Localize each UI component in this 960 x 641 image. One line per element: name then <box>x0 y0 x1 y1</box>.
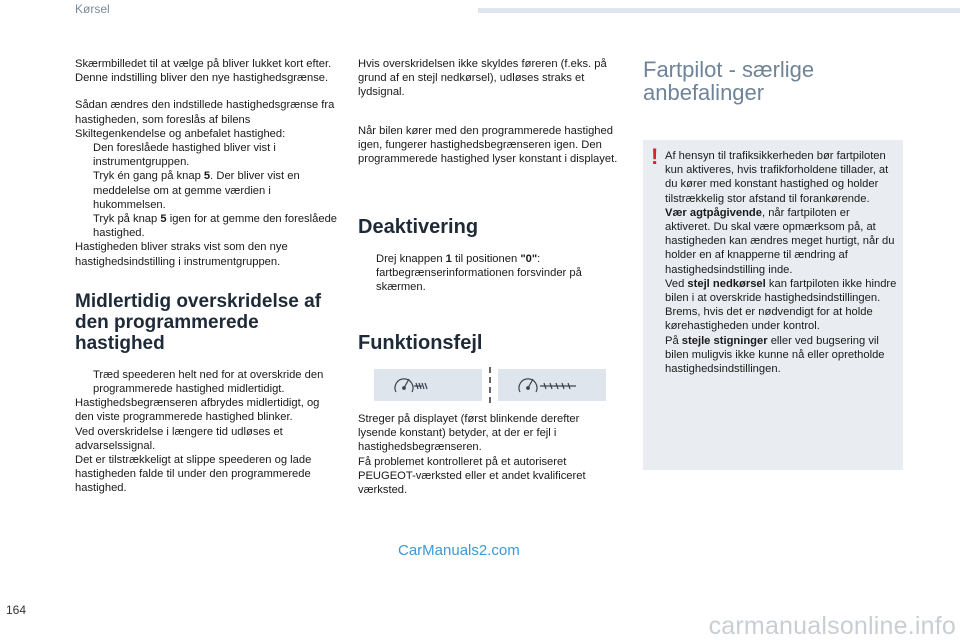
paragraph: Streger på displayet (først blinkende derefter lysende konstant) betyder, at der er fejl i hastighedsbegrænseren. <box>358 413 580 454</box>
footer-watermark: carmanualsonline.info <box>708 612 956 640</box>
display-panel-right <box>498 369 606 401</box>
bullet-item: Drej knappen 1 til positionen "0": fartbegrænserinformationen forsvinder på skærmen. <box>376 253 582 294</box>
heading-recommendations: Fartpilot - særlige anbefalinger <box>643 57 815 105</box>
bullet-item: Den foreslåede hastighed bliver vist i instrumentgruppen. <box>93 142 276 169</box>
bullet-item: Træd speederen helt ned for at overskride den programmerede hastighed midlertidigt. <box>93 368 324 396</box>
warning-paragraph: Ved stejl nedkørsel kan fartpiloten ikke hindre bilen i at overskride hastighedsindstillingen. Brems, hvis det er nødvendigt for at holde kørehastigheden under kontrol. <box>665 277 897 333</box>
paragraph: Hastigheden bliver straks vist som den nye hastighedsindstilling i instrumentgruppen. <box>75 241 288 268</box>
deactivation-body <box>358 252 620 295</box>
warning-icon: ! <box>651 144 659 169</box>
warning-box <box>643 140 903 470</box>
site-watermark: CarManuals2.com <box>398 542 520 559</box>
paragraph: Hastighedsbegrænseren afbrydes midlertidigt, og den viste programmerede hastighed blinker. <box>75 397 320 424</box>
paragraph: Sådan ændres den indstillede hastighedsgrænse fra hastigheden, som foreslås af bilens Skiltegenkendelse og anbefalet hastighed: <box>75 99 335 140</box>
paragraph: Når bilen kører med den programmerede hastighed igen, fungerer hastighedsbegrænseren igen. Den programmerede hastighed lyser konstant i displayet. <box>358 124 618 166</box>
paragraph: Få problemet kontrolleret på et autoriseret PEUGEOT-værksted eller et andet kvalificeret værksted. <box>358 455 586 497</box>
bullet-item: Tryk én gang på knap 5. Der bliver vist en meddelelse om at gemme værdien i hukommelsen. <box>93 170 300 211</box>
column-middle <box>358 57 620 166</box>
heading-override: Midlertidig overskridelse af den programmerede hastighed <box>75 290 322 354</box>
bullet-item: Tryk på knap 5 igen for at gemme den foreslåede hastighed. <box>93 213 338 240</box>
heading-malfunction: Funktionsfejl <box>358 332 483 354</box>
speedometer-dashes-icon <box>374 369 482 401</box>
display-panel-left <box>374 369 482 401</box>
page-number: 164 <box>6 603 27 617</box>
paragraph: Ved overskridelse i længere tid udløses et advarselssignal. <box>75 425 283 452</box>
malfunction-body <box>358 412 620 497</box>
heading-deactivation: Deaktivering <box>358 216 479 238</box>
column-left <box>75 57 340 496</box>
warning-paragraph: Vær agtpågivende, når fartpiloten er aktiveret. Du skal være opmærksom på, at hastigheden kan ændres meget hurtigt, når du holder en af knapperne til ændring af hastighedsindstilling inde. <box>665 206 895 276</box>
header-section-label: Kørsel <box>75 2 110 16</box>
warning-paragraph: På stejle stigninger eller ved bugsering vil bilen muligvis ikke kunne nå eller opretholde hastighedsindstillingen. <box>665 334 885 376</box>
speedometer-dashes-icon <box>498 369 606 401</box>
paragraph: Det er tilstrækkeligt at slippe speederen og lade hastigheden falde til under den programmerede hastighed. <box>75 454 312 495</box>
header-bar <box>478 8 960 13</box>
paragraph: Hvis overskridelsen ikke skyldes føreren (f.eks. på grund af en stejl nedkørsel), udløses straks et lydsignal. <box>358 58 607 99</box>
paragraph: Denne indstilling bliver den nye hastighedsgrænse. <box>75 72 329 85</box>
paragraph: Skærmbilledet til at vælge på bliver lukket kort efter. <box>75 58 332 70</box>
warning-paragraph: Af hensyn til trafiksikkerheden bør fartpiloten kun aktiveres, hvis trafikforholdene tillader, at du kører med konstant hastighed og holder tilstrækkelig stor afstand til forankørende. <box>665 150 889 205</box>
divider <box>489 367 491 405</box>
